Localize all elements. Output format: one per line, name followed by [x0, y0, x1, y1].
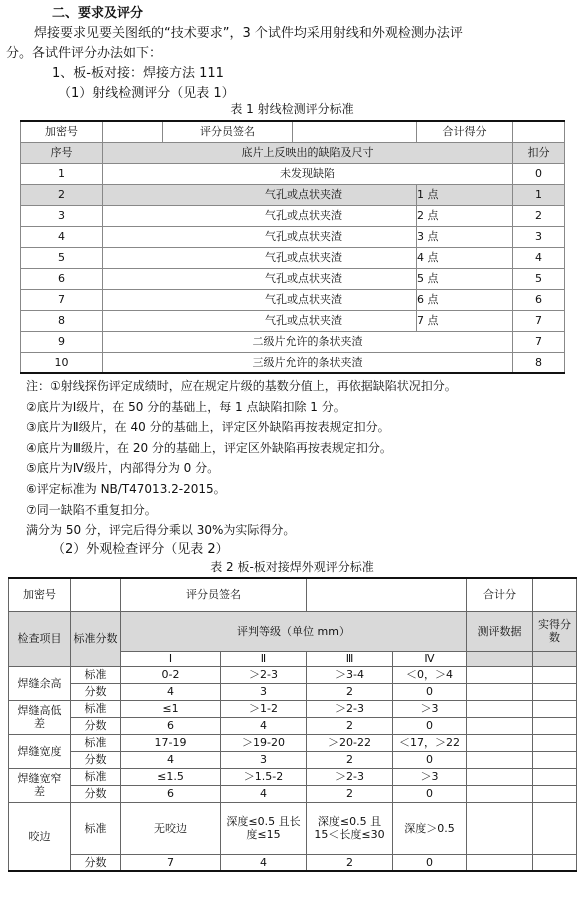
- std-label: 标准: [71, 802, 121, 854]
- level-1: Ⅰ: [121, 651, 221, 666]
- header-deduct: 扣分: [513, 142, 565, 163]
- table-row: [9, 666, 577, 683]
- level-3: Ⅲ: [307, 651, 393, 666]
- row-count: 2 点: [417, 205, 513, 226]
- visual-score-table: [8, 577, 577, 872]
- std-value: 无咬边: [121, 802, 221, 854]
- std-value: ＜17，＞22: [393, 734, 467, 751]
- std-value: ＞2-3: [307, 768, 393, 785]
- std-value: ≤1: [121, 700, 221, 717]
- std-value: ＞3-4: [307, 666, 393, 683]
- row-deduct: 2: [513, 205, 565, 226]
- header-actual: 实得分数: [533, 611, 577, 651]
- row-deduct: 5: [513, 268, 565, 289]
- std-value: 深度＞0.5: [393, 802, 467, 854]
- std-value: 深度≤0.5 且长度≤15: [221, 802, 307, 854]
- score-value: 4: [221, 717, 307, 734]
- table-row: [21, 205, 565, 226]
- measured-cell[interactable]: [467, 683, 533, 700]
- table-row: [21, 226, 565, 247]
- score-value: 0: [393, 785, 467, 802]
- table-row: [21, 289, 565, 310]
- std-label: 标准: [71, 700, 121, 717]
- score-value: 2: [307, 751, 393, 768]
- table-row: [9, 700, 577, 717]
- table-row: [21, 163, 565, 184]
- score-label: 分数: [71, 683, 121, 700]
- std-value: ＞1-2: [221, 700, 307, 717]
- row-count: 1 点: [417, 184, 513, 205]
- std-value: ＞1.5-2: [221, 768, 307, 785]
- row-deduct: 3: [513, 226, 565, 247]
- measured-cell[interactable]: [467, 717, 533, 734]
- score-value: 4: [221, 785, 307, 802]
- subheading-radiography: （1）射线检测评分（见表 1）: [58, 86, 235, 101]
- table-row: [21, 268, 565, 289]
- measured-cell[interactable]: [467, 768, 533, 785]
- actual-cell[interactable]: [533, 734, 577, 751]
- section-heading: 二、要求及评分: [52, 6, 144, 21]
- score-value: 4: [221, 854, 307, 871]
- header-measured: 测评数据: [467, 611, 533, 651]
- row-no: 10: [21, 352, 103, 373]
- row-desc: 气孔或点状夹渣: [103, 184, 417, 205]
- std-value: ＞2-3: [221, 666, 307, 683]
- table-row: [9, 802, 577, 854]
- row-no: 3: [21, 205, 103, 226]
- measured-cell[interactable]: [467, 751, 533, 768]
- actual-cell[interactable]: [533, 854, 577, 871]
- row-no: 6: [21, 268, 103, 289]
- row-desc: 二级片允许的条状夹渣: [103, 331, 513, 352]
- std-label: 标准: [71, 666, 121, 683]
- row-count: 4 点: [417, 247, 513, 268]
- header-grade: 评判等级（单位 mm）: [121, 611, 467, 651]
- code-value[interactable]: [103, 121, 163, 142]
- row-deduct: 1: [513, 184, 565, 205]
- header-item: 检查项目: [9, 611, 71, 666]
- row-count: 7 点: [417, 310, 513, 331]
- score-value: 4: [121, 683, 221, 700]
- measured-cell[interactable]: [467, 734, 533, 751]
- total-label: 合计分: [467, 578, 533, 611]
- std-value: ＞20-22: [307, 734, 393, 751]
- note-line: ③底片为Ⅱ级片，在 40 分的基础上，评定区外缺陷再按表规定扣分。: [26, 420, 390, 435]
- row-no: 8: [21, 310, 103, 331]
- score-value: 6: [121, 717, 221, 734]
- note-line: ⑥评定标准为 NB/T47013.2-2015。: [26, 481, 226, 496]
- level-4: Ⅳ: [393, 651, 467, 666]
- table-row: [9, 768, 577, 785]
- row-desc: 气孔或点状夹渣: [103, 289, 417, 310]
- total-value[interactable]: [513, 121, 565, 142]
- row-no: 4: [21, 226, 103, 247]
- table1-header-row: [21, 142, 565, 163]
- item-name: 咬边: [9, 802, 71, 871]
- row-no: 5: [21, 247, 103, 268]
- level-2: Ⅱ: [221, 651, 307, 666]
- row-deduct: 7: [513, 310, 565, 331]
- table1-sign-row: [21, 121, 565, 142]
- measured-blank: [467, 651, 533, 666]
- table-row: [9, 785, 577, 802]
- score-value: 6: [121, 785, 221, 802]
- row-desc: 气孔或点状夹渣: [103, 310, 417, 331]
- row-desc: 气孔或点状夹渣: [103, 205, 417, 226]
- note-line: 满分为 50 分，评完后得分乘以 30%为实际得分。: [26, 523, 296, 538]
- std-label: 标准: [71, 768, 121, 785]
- score-value: 2: [307, 717, 393, 734]
- std-value: ＞3: [393, 700, 467, 717]
- row-no: 1: [21, 163, 103, 184]
- row-deduct: 6: [513, 289, 565, 310]
- measured-cell[interactable]: [467, 854, 533, 871]
- header-defect: 底片上反映出的缺陷及尺寸: [103, 142, 513, 163]
- row-deduct: 8: [513, 352, 565, 373]
- actual-cell[interactable]: [533, 802, 577, 854]
- table-row: [21, 184, 565, 205]
- table-row: [9, 683, 577, 700]
- row-deduct: 4: [513, 247, 565, 268]
- code-value[interactable]: [71, 578, 121, 611]
- grader-value[interactable]: [307, 578, 467, 611]
- score-value: 0: [393, 683, 467, 700]
- score-value: 2: [307, 854, 393, 871]
- header-no: 序号: [21, 142, 103, 163]
- measured-cell[interactable]: [467, 700, 533, 717]
- actual-cell[interactable]: [533, 683, 577, 700]
- actual-cell[interactable]: [533, 751, 577, 768]
- radiography-score-table: [20, 120, 565, 374]
- table-row: [9, 751, 577, 768]
- score-label: 分数: [71, 854, 121, 871]
- item-name: 焊缝宽度: [9, 734, 71, 768]
- measured-cell[interactable]: [467, 802, 533, 854]
- std-value: 深度≤0.5 且 15＜长度≤30: [307, 802, 393, 854]
- row-no: 2: [21, 184, 103, 205]
- score-value: 2: [307, 785, 393, 802]
- actual-cell[interactable]: [533, 768, 577, 785]
- total-label: 合计得分: [417, 121, 513, 142]
- table2-sign-row: [9, 578, 577, 611]
- std-value: ≤1.5: [121, 768, 221, 785]
- std-value: ＞19-20: [221, 734, 307, 751]
- std-label: 标准: [71, 734, 121, 751]
- grader-value[interactable]: [293, 121, 417, 142]
- grader-label: 评分员签名: [163, 121, 293, 142]
- row-desc: 三级片允许的条状夹渣: [103, 352, 513, 373]
- score-value: 7: [121, 854, 221, 871]
- actual-cell[interactable]: [533, 666, 577, 683]
- score-value: 0: [393, 717, 467, 734]
- row-desc: 未发现缺陷: [103, 163, 513, 184]
- note-line: 注：①射线探伤评定成绩时，应在规定片级的基数分值上，再依据缺陷状况扣分。: [26, 379, 457, 393]
- table-row: [9, 734, 577, 751]
- table2-caption: 表 2 板-板对接焊外观评分标准: [210, 560, 374, 574]
- table1-caption: 表 1 射线检测评分标准: [230, 102, 354, 116]
- code-label: 加密号: [21, 121, 103, 142]
- row-desc: 气孔或点状夹渣: [103, 226, 417, 247]
- note-line: ④底片为Ⅲ级片，在 20 分的基础上，评定区外缺陷再按表规定扣分。: [26, 440, 392, 455]
- intro-line-1: 焊接要求见要关图纸的“技术要求”，3 个试件均采用射线和外观检测办法评: [34, 26, 463, 41]
- header-std-score: 标准分数: [71, 611, 121, 666]
- table2-header-row: [9, 611, 577, 651]
- score-value: 4: [121, 751, 221, 768]
- note-line: ⑤底片为Ⅳ级片，内部得分为 0 分。: [26, 461, 220, 476]
- note-line: ⑦同一缺陷不重复扣分。: [26, 502, 157, 517]
- item-name: 焊缝高低差: [9, 700, 71, 734]
- row-no: 9: [21, 331, 103, 352]
- code-label: 加密号: [9, 578, 71, 611]
- item-name: 焊缝宽窄差: [9, 768, 71, 802]
- actual-cell[interactable]: [533, 700, 577, 717]
- score-value: 3: [221, 683, 307, 700]
- score-value: 0: [393, 751, 467, 768]
- subheading-visual: （2）外观检查评分（见表 2）: [52, 542, 229, 557]
- std-value: ＜0，＞4: [393, 666, 467, 683]
- grader-label: 评分员签名: [121, 578, 307, 611]
- row-desc: 气孔或点状夹渣: [103, 268, 417, 289]
- score-value: 2: [307, 683, 393, 700]
- measured-cell[interactable]: [467, 666, 533, 683]
- score-label: 分数: [71, 785, 121, 802]
- intro-line-2: 分。各试件评分办法如下：: [6, 46, 163, 61]
- score-label: 分数: [71, 717, 121, 734]
- std-value: ＞3: [393, 768, 467, 785]
- row-count: 5 点: [417, 268, 513, 289]
- actual-blank: [533, 651, 577, 666]
- table-row: [21, 352, 565, 373]
- total-value[interactable]: [533, 578, 577, 611]
- table-row: [21, 331, 565, 352]
- table-row: [9, 854, 577, 871]
- std-value: 17-19: [121, 734, 221, 751]
- item-name: 焊缝余高: [9, 666, 71, 700]
- row-no: 7: [21, 289, 103, 310]
- std-value: 0-2: [121, 666, 221, 683]
- score-label: 分数: [71, 751, 121, 768]
- notes: [26, 376, 457, 541]
- actual-cell[interactable]: [533, 717, 577, 734]
- subheading-plate-butt: 1、板-板对接：焊接方法 111: [52, 66, 224, 81]
- score-value: 3: [221, 751, 307, 768]
- table-row: [9, 717, 577, 734]
- table-row: [21, 310, 565, 331]
- row-desc: 气孔或点状夹渣: [103, 247, 417, 268]
- actual-cell[interactable]: [533, 785, 577, 802]
- row-deduct: 0: [513, 163, 565, 184]
- row-count: 3 点: [417, 226, 513, 247]
- note-line: ②底片为Ⅰ级片，在 50 分的基础上，每 1 点缺陷扣除 1 分。: [26, 399, 346, 414]
- score-value: 0: [393, 854, 467, 871]
- std-value: ＞2-3: [307, 700, 393, 717]
- measured-cell[interactable]: [467, 785, 533, 802]
- row-count: 6 点: [417, 289, 513, 310]
- table-row: [21, 247, 565, 268]
- row-deduct: 7: [513, 331, 565, 352]
